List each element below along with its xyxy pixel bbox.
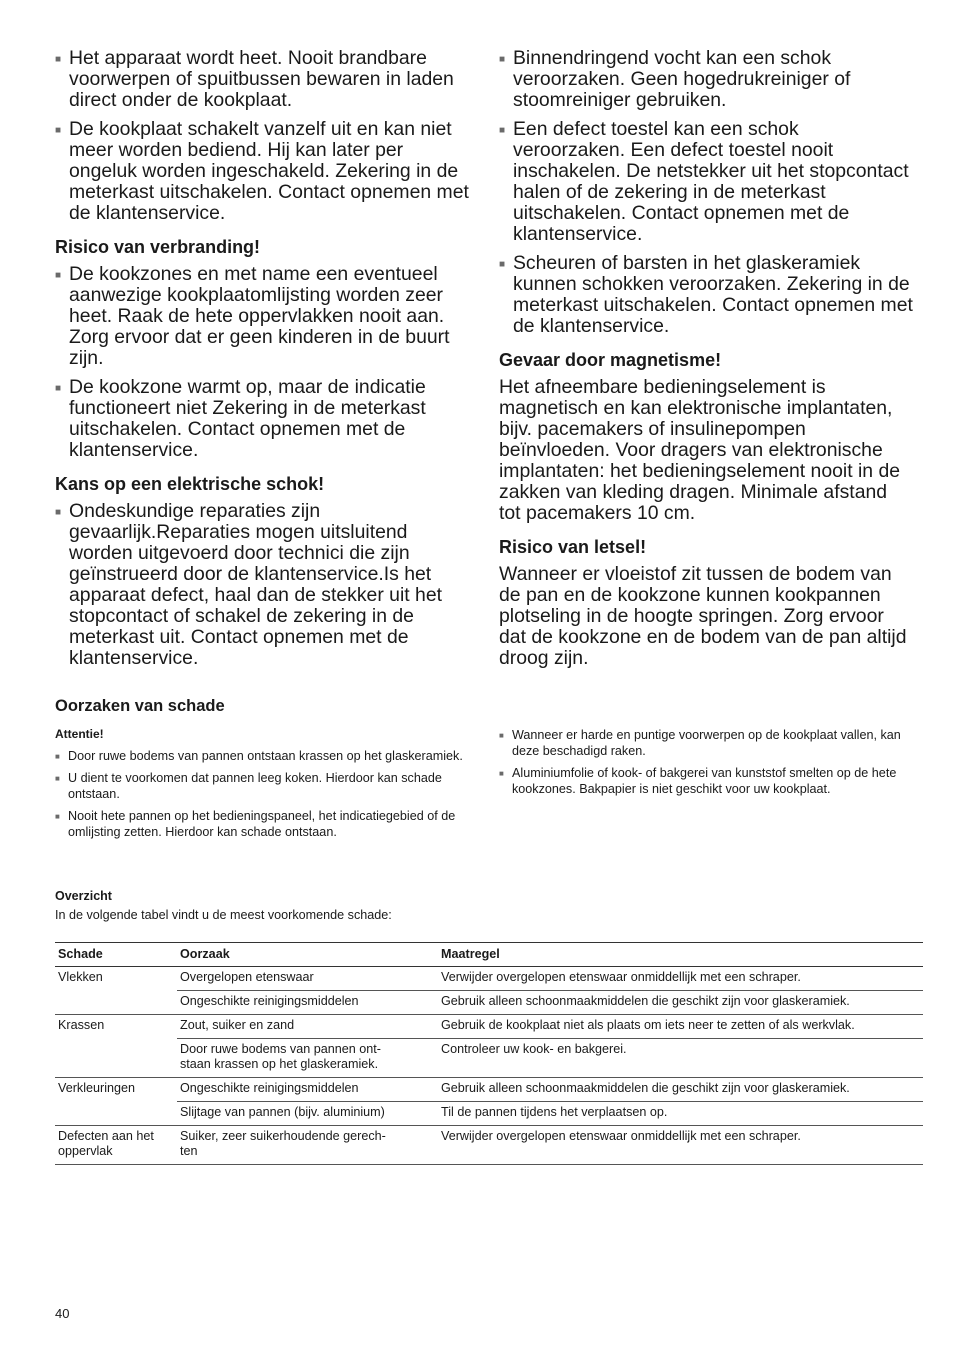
- table-cell: Verwijder overgelopen etenswaar onmiddellijk met een schraper.: [438, 1126, 923, 1165]
- table-cell: Gebruik alleen schoonmaakmiddelen die geschikt zijn voor glaskeramiek.: [438, 991, 923, 1015]
- list-item: ■ Een defect toestel kan een schok veroorzaken. Een defect toestel nooit inschakelen. De netstekker uit het stopcontact halen of de zekering in de meterkast uitschakelen. Contact opnemen met de klantenservice.: [499, 119, 913, 245]
- column-header-cause: Oorzaak: [177, 943, 438, 967]
- table-cell: Verkleuringen: [58, 1081, 136, 1095]
- list-item: ■ U dient te voorkomen dat pannen leeg koken. Hierdoor kan schade ontstaan.: [55, 770, 473, 802]
- intro-warning-list: [55, 48, 469, 224]
- table-row: [55, 1015, 923, 1039]
- list-item: ■ Ondeskundige reparaties zijn gevaarlijk.Reparaties mogen uitsluitend worden uitgevoerd door technici die zijn geïnstrueerd door de klantenservice.Is het apparaat defect, haal dan de stekker uit het stopcontact of schakel de zekering in de meterkast uit. Contact opnemen met de klantenservice.: [55, 501, 469, 669]
- table-cell: Suiker, zeer suikerhoudende gerech- ten: [177, 1126, 438, 1165]
- column-header-damage: Schade: [55, 943, 177, 967]
- list-item: ■ De kookzone warmt op, maar de indicatie functioneert niet Zekering in de meterkast uitschakelen. Contact opnemen met de klantenservice.: [55, 377, 469, 461]
- injury-paragraph: Wanneer er vloeistof zit tussen de bodem van de pan en de kookzone kunnen kookpannen plotseling in de hoogte springen. Zorg ervoor dat de kookzone en de bodem van de pan altijd droog zijn.: [499, 563, 907, 669]
- list-item: ■ Aluminiumfolie of kook- of bakgerei van kunststof smelten op de hete kookzones. Bakpapier is niet geschikt voor uw kookplaat.: [499, 765, 919, 797]
- table-cell: Zout, suiker en zand: [177, 1015, 438, 1039]
- table-cell: Defecten aan het oppervlak: [55, 1126, 177, 1165]
- burn-warning-list: [55, 264, 469, 461]
- table-row: [55, 1039, 923, 1078]
- table-cell: [55, 991, 177, 1015]
- moisture-warning-list: [499, 48, 913, 337]
- list-item: ■ Scheuren of barsten in het glaskeramiek kunnen schokken veroorzaken. Zekering in de meterkast uitschakelen. Contact opnemen met de klantenservice.: [499, 253, 913, 337]
- shock-warning-list: [55, 501, 469, 669]
- table-cell: Gebruik de kookplaat niet als plaats om iets neer te zetten of als werkvlak.: [438, 1015, 923, 1039]
- table-cell: Gebruik alleen schoonmaakmiddelen die geschikt zijn voor glaskeramiek.: [438, 1078, 923, 1102]
- damage-list-left: [55, 748, 473, 846]
- table-row: [55, 991, 923, 1015]
- table-row: [55, 1126, 923, 1165]
- damage-list-right: [499, 727, 919, 803]
- column-header-measure: Maatregel: [438, 943, 923, 967]
- table-cell: Overgelopen etenswaar: [177, 967, 438, 991]
- table-cell: Door ruwe bodems van pannen ont- staan krassen op het glaskeramiek.: [177, 1039, 438, 1078]
- page-number: 40: [55, 1306, 70, 1321]
- attention-label: Attentie!: [55, 727, 104, 741]
- burn-heading: Risico van verbranding!: [55, 237, 261, 257]
- table-row: [55, 1078, 923, 1102]
- damage-table: [55, 942, 923, 1165]
- shock-heading: Kans op een elektrische schok!: [55, 474, 325, 494]
- overview-intro: In de volgende tabel vindt u de meest voorkomende schade:: [55, 908, 392, 922]
- table-cell: [55, 1039, 177, 1078]
- table-cell: Slijtage van pannen (bijv. aluminium): [177, 1102, 438, 1126]
- table-cell: Controleer uw kook- en bakgerei.: [438, 1039, 923, 1078]
- damage-section-title: Oorzaken van schade: [55, 697, 225, 715]
- left-column: [55, 48, 469, 677]
- table-cell: Krassen: [58, 1018, 105, 1032]
- table-row: [55, 967, 923, 991]
- table-header-row: [55, 943, 923, 967]
- injury-heading: Risico van letsel!: [499, 537, 647, 557]
- magnet-heading: Gevaar door magnetisme!: [499, 350, 722, 370]
- list-item: ■ Binnendringend vocht kan een schok veroorzaken. Geen hogedrukreiniger of stoomreiniger gebruiken.: [499, 48, 913, 111]
- right-column: [499, 48, 913, 677]
- table-cell: Verwijder overgelopen etenswaar onmiddellijk met een schraper.: [438, 967, 923, 991]
- table-cell: [55, 1102, 177, 1126]
- list-item: ■ Nooit hete pannen op het bedieningspaneel, het indicatiegebied of de omlijsting zetten. Hierdoor kan schade ontstaan.: [55, 808, 473, 840]
- list-item: ■ Wanneer er harde en puntige voorwerpen op de kookplaat vallen, kan deze beschadigd raken.: [499, 727, 919, 759]
- table-row: [55, 1102, 923, 1126]
- table-cell: Ongeschikte reinigingsmiddelen: [177, 991, 438, 1015]
- list-item: ■ De kookzones en met name een eventueel aanwezige kookplaatomlijsting worden zeer heet. Raak de hete oppervlakken nooit aan. Zorg ervoor dat er geen kinderen in de buurt zijn.: [55, 264, 469, 369]
- list-item: ■ Door ruwe bodems van pannen ontstaan krassen op het glaskeramiek.: [55, 748, 473, 764]
- overview-title: Overzicht: [55, 889, 112, 903]
- table-cell: Til de pannen tijdens het verplaatsen op.: [438, 1102, 923, 1126]
- list-item: ■ De kookplaat schakelt vanzelf uit en kan niet meer worden bediend. Hij kan later per ongeluk worden ingeschakeld. Zekering in de meterkast uitschakelen. Contact opnemen met de klantenservice.: [55, 119, 469, 224]
- table-cell: Ongeschikte reinigingsmiddelen: [177, 1078, 438, 1102]
- table-cell: Vlekken: [58, 970, 103, 984]
- magnet-paragraph: Het afneembare bedieningselement is magnetisch en kan elektronische implantaten, bijv. pacemakers of insulinepompen beïnvloeden. Voor dragers van elektronische implantaten: het bedieningselement nooit in de zakken van kleding dragen. Minimale afstand tot pacemakers 10 cm.: [499, 376, 901, 524]
- list-item: ■ Het apparaat wordt heet. Nooit brandbare voorwerpen of spuitbussen bewaren in laden direct onder de kookplaat.: [55, 48, 469, 111]
